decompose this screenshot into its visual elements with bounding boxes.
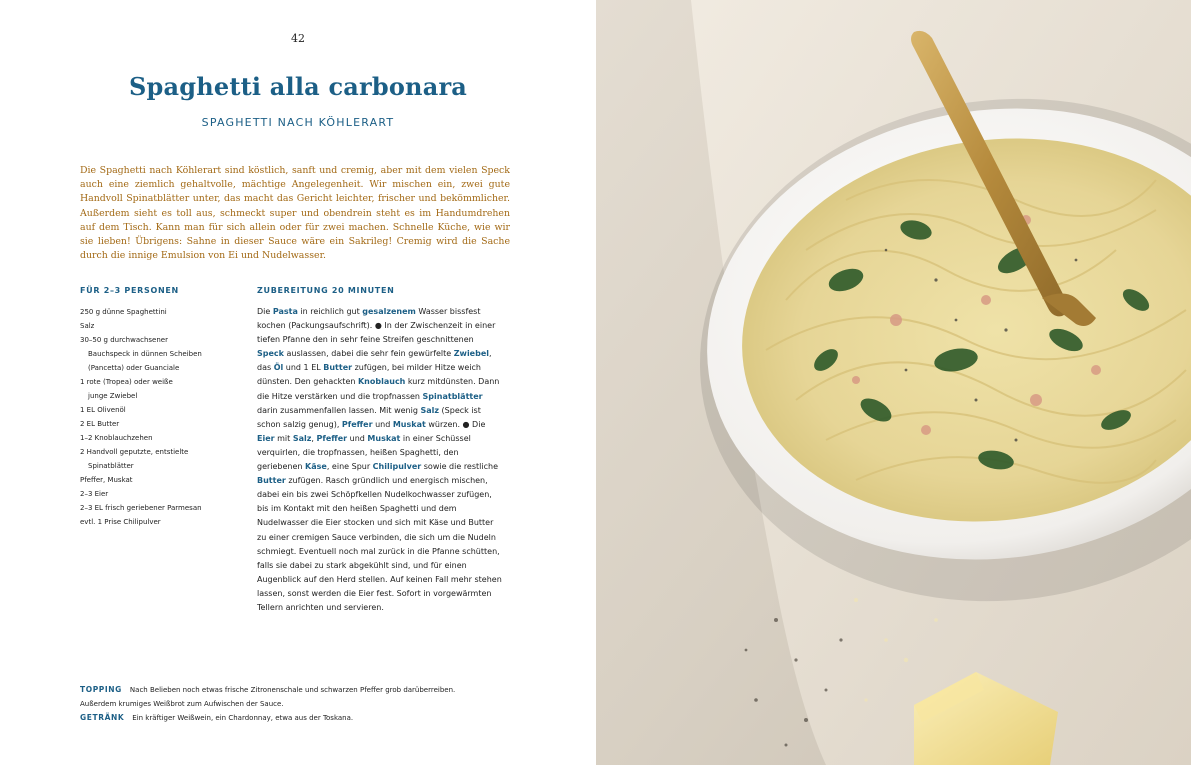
topping-line-2 [80, 697, 510, 711]
prep-text: und 1 EL [283, 363, 324, 373]
topping-label: TOPPING [80, 685, 122, 694]
ingredients-list [80, 305, 250, 529]
ingredient-item: 2–3 EL frisch geriebener Parmesan [80, 504, 202, 512]
drink-text: Ein kräftiger Weißwein, ein Chardonnay, etwa aus der Toskana. [132, 714, 354, 722]
ingredient-item: evtl. 1 Prise Chilipulver [80, 518, 161, 526]
prep-keyword: Pfeffer [341, 419, 373, 429]
prep-text: sowie die restliche [421, 462, 498, 472]
ingredient-item: 250 g dünne Spaghettini [80, 308, 167, 316]
prep-text: würzen. ● Die [425, 419, 486, 429]
carbonara-photo-illustration [596, 0, 1191, 765]
prep-keyword: Öl [273, 363, 284, 373]
recipe-subtitle: SPAGHETTI NACH KÖHLERART [201, 116, 395, 129]
prep-keyword: Zwiebel [453, 349, 490, 359]
prep-text: zufügen. Rasch gründlich und energisch mischen, dabei ein bis zwei Schöpfkellen Nudelkochwasser zufügen, bis im Kontakt mit den heißen Spaghetti und dem Nudelwasser die Eier stocken und sich mit Käse und Butter zu einer cremigen Sauce verbinden, die sich um die Nudeln schmiegt. Eventuell noch mal zurück in die Pfanne schütten, falls sie dabei zu stark abgekühlt sind, und für einen Augenblick auf den Herd stellen. Auf keinen Fall mehr stehen lassen, sonst werden die Eier fest. Sofort in vorgewärmten Tellern anrichten und servieren. [257, 476, 502, 612]
preparation-text [257, 305, 502, 615]
prep-keyword: Eier [257, 433, 275, 443]
ingredient-item: 30–50 g durchwachsener [80, 336, 168, 344]
intro-paragraph: Die Spaghetti nach Köhlerart sind köstlich, sanft und cremig, aber mit dem vielen Speck auch eine ziemlich gehaltvolle, mächtige Angelegenheit. Wir mischen ein, zwei gute Handvoll Spinatblätter unter, das macht das Gericht leichter, frischer und bekömmlicher. Außerdem sieht es toll aus, schmeckt super und obendrein steht es im Handumdrehen auf dem Tisch. Kann man für sich allein oder für zwei machen. Schnelle Küche, wie wir sie lieben! Übrigens: Sahne in dieser Sauce wäre ein Sakrileg! Cremig wird die Sache durch die innige Emulsion von Ei und Nudelwasser. [80, 165, 510, 262]
ingredient-item: 1 rote (Tropea) oder weiße [80, 378, 173, 386]
prep-keyword: Butter [323, 363, 353, 373]
prep-text: Wasser bissfest kochen (Packungsaufschrift). ● In der Zwischenzeit in einer tiefen Pfanne den in sehr feine Streifen geschnittenen [257, 307, 496, 345]
ingredient-item: 1–2 Knoblauchzehen [80, 434, 153, 442]
prep-text: darin zusammenfallen lassen. Mit wenig [257, 405, 421, 415]
page-number: 42 [291, 32, 305, 45]
ingredient-item: 2 EL Butter [80, 420, 120, 428]
prep-keyword: Knoblauch [357, 377, 406, 387]
prep-text: Die [257, 307, 273, 316]
prep-text: zufügen, bei milder Hitze weich dünsten. Den gehackten [257, 363, 481, 387]
prep-text: in einer Schüssel verquirlen, die tropfnassen, heißen Spaghetti, den geriebenen [257, 433, 471, 472]
prep-text: , das [257, 349, 492, 373]
prep-text: , eine Spur [326, 462, 373, 472]
prep-text: mit [274, 433, 293, 443]
prep-keyword: Butter [257, 476, 286, 486]
ingredient-item: 2–3 Eier [80, 490, 109, 498]
preparation-heading: ZUBEREITUNG 20 MINUTEN [257, 286, 395, 295]
prep-keyword: gesalzenem [362, 307, 416, 316]
prep-text: , [311, 433, 317, 443]
ingredient-item: (Pancetta) oder Guanciale [88, 364, 180, 372]
prep-keyword: Käse [305, 462, 327, 472]
prep-keyword: Muskat [392, 419, 426, 429]
ingredients-heading: FÜR 2–3 PERSONEN [80, 286, 179, 295]
prep-keyword: Chilipulver [372, 462, 422, 472]
prep-keyword: Muskat [367, 433, 401, 443]
topping-text-2: Außerdem krumiges Weißbrot zum Aufwischen der Sauce. [80, 700, 284, 708]
ingredient-item: Bauchspeck in dünnen Scheiben [88, 350, 202, 358]
prep-keyword: Salz [292, 433, 312, 443]
prep-keyword: Spinatblätter [422, 391, 483, 401]
prep-keyword: Pfeffer [316, 433, 348, 443]
prep-text: und [347, 433, 368, 443]
ingredient-item: Spinatblätter [88, 462, 134, 470]
topping-line [80, 683, 510, 697]
prep-text: (Speck ist schon salzig genug), [257, 405, 481, 429]
prep-text: kurz mitdünsten. Dann die Hitze verstärken und die tropfnassen [257, 377, 500, 401]
prep-keyword: Salz [420, 405, 440, 415]
food-photo [596, 0, 1191, 765]
prep-keyword: Pasta [272, 307, 298, 316]
ingredient-item: 1 EL Olivenöl [80, 406, 126, 414]
prep-keyword: Speck [257, 349, 284, 359]
ingredient-item: junge Zwiebel [88, 392, 138, 400]
prep-text: und [372, 419, 393, 429]
drink-label: GETRÄNK [80, 713, 125, 722]
ingredient-item: 2 Handvoll geputzte, entstielte [80, 448, 189, 456]
prep-text: auslassen, dabei die sehr fein gewürfelte [283, 349, 454, 359]
drink-line [80, 711, 510, 725]
prep-text: in reichlich gut [297, 307, 363, 316]
ingredient-item: Salz [80, 322, 95, 330]
recipe-title: Spaghetti alla carbonara [128, 72, 468, 101]
topping-text: Nach Belieben noch etwas frische Zitronenschale und schwarzen Pfeffer grob darüberreiben. [129, 686, 456, 694]
ingredient-item: Pfeffer, Muskat [80, 476, 133, 484]
